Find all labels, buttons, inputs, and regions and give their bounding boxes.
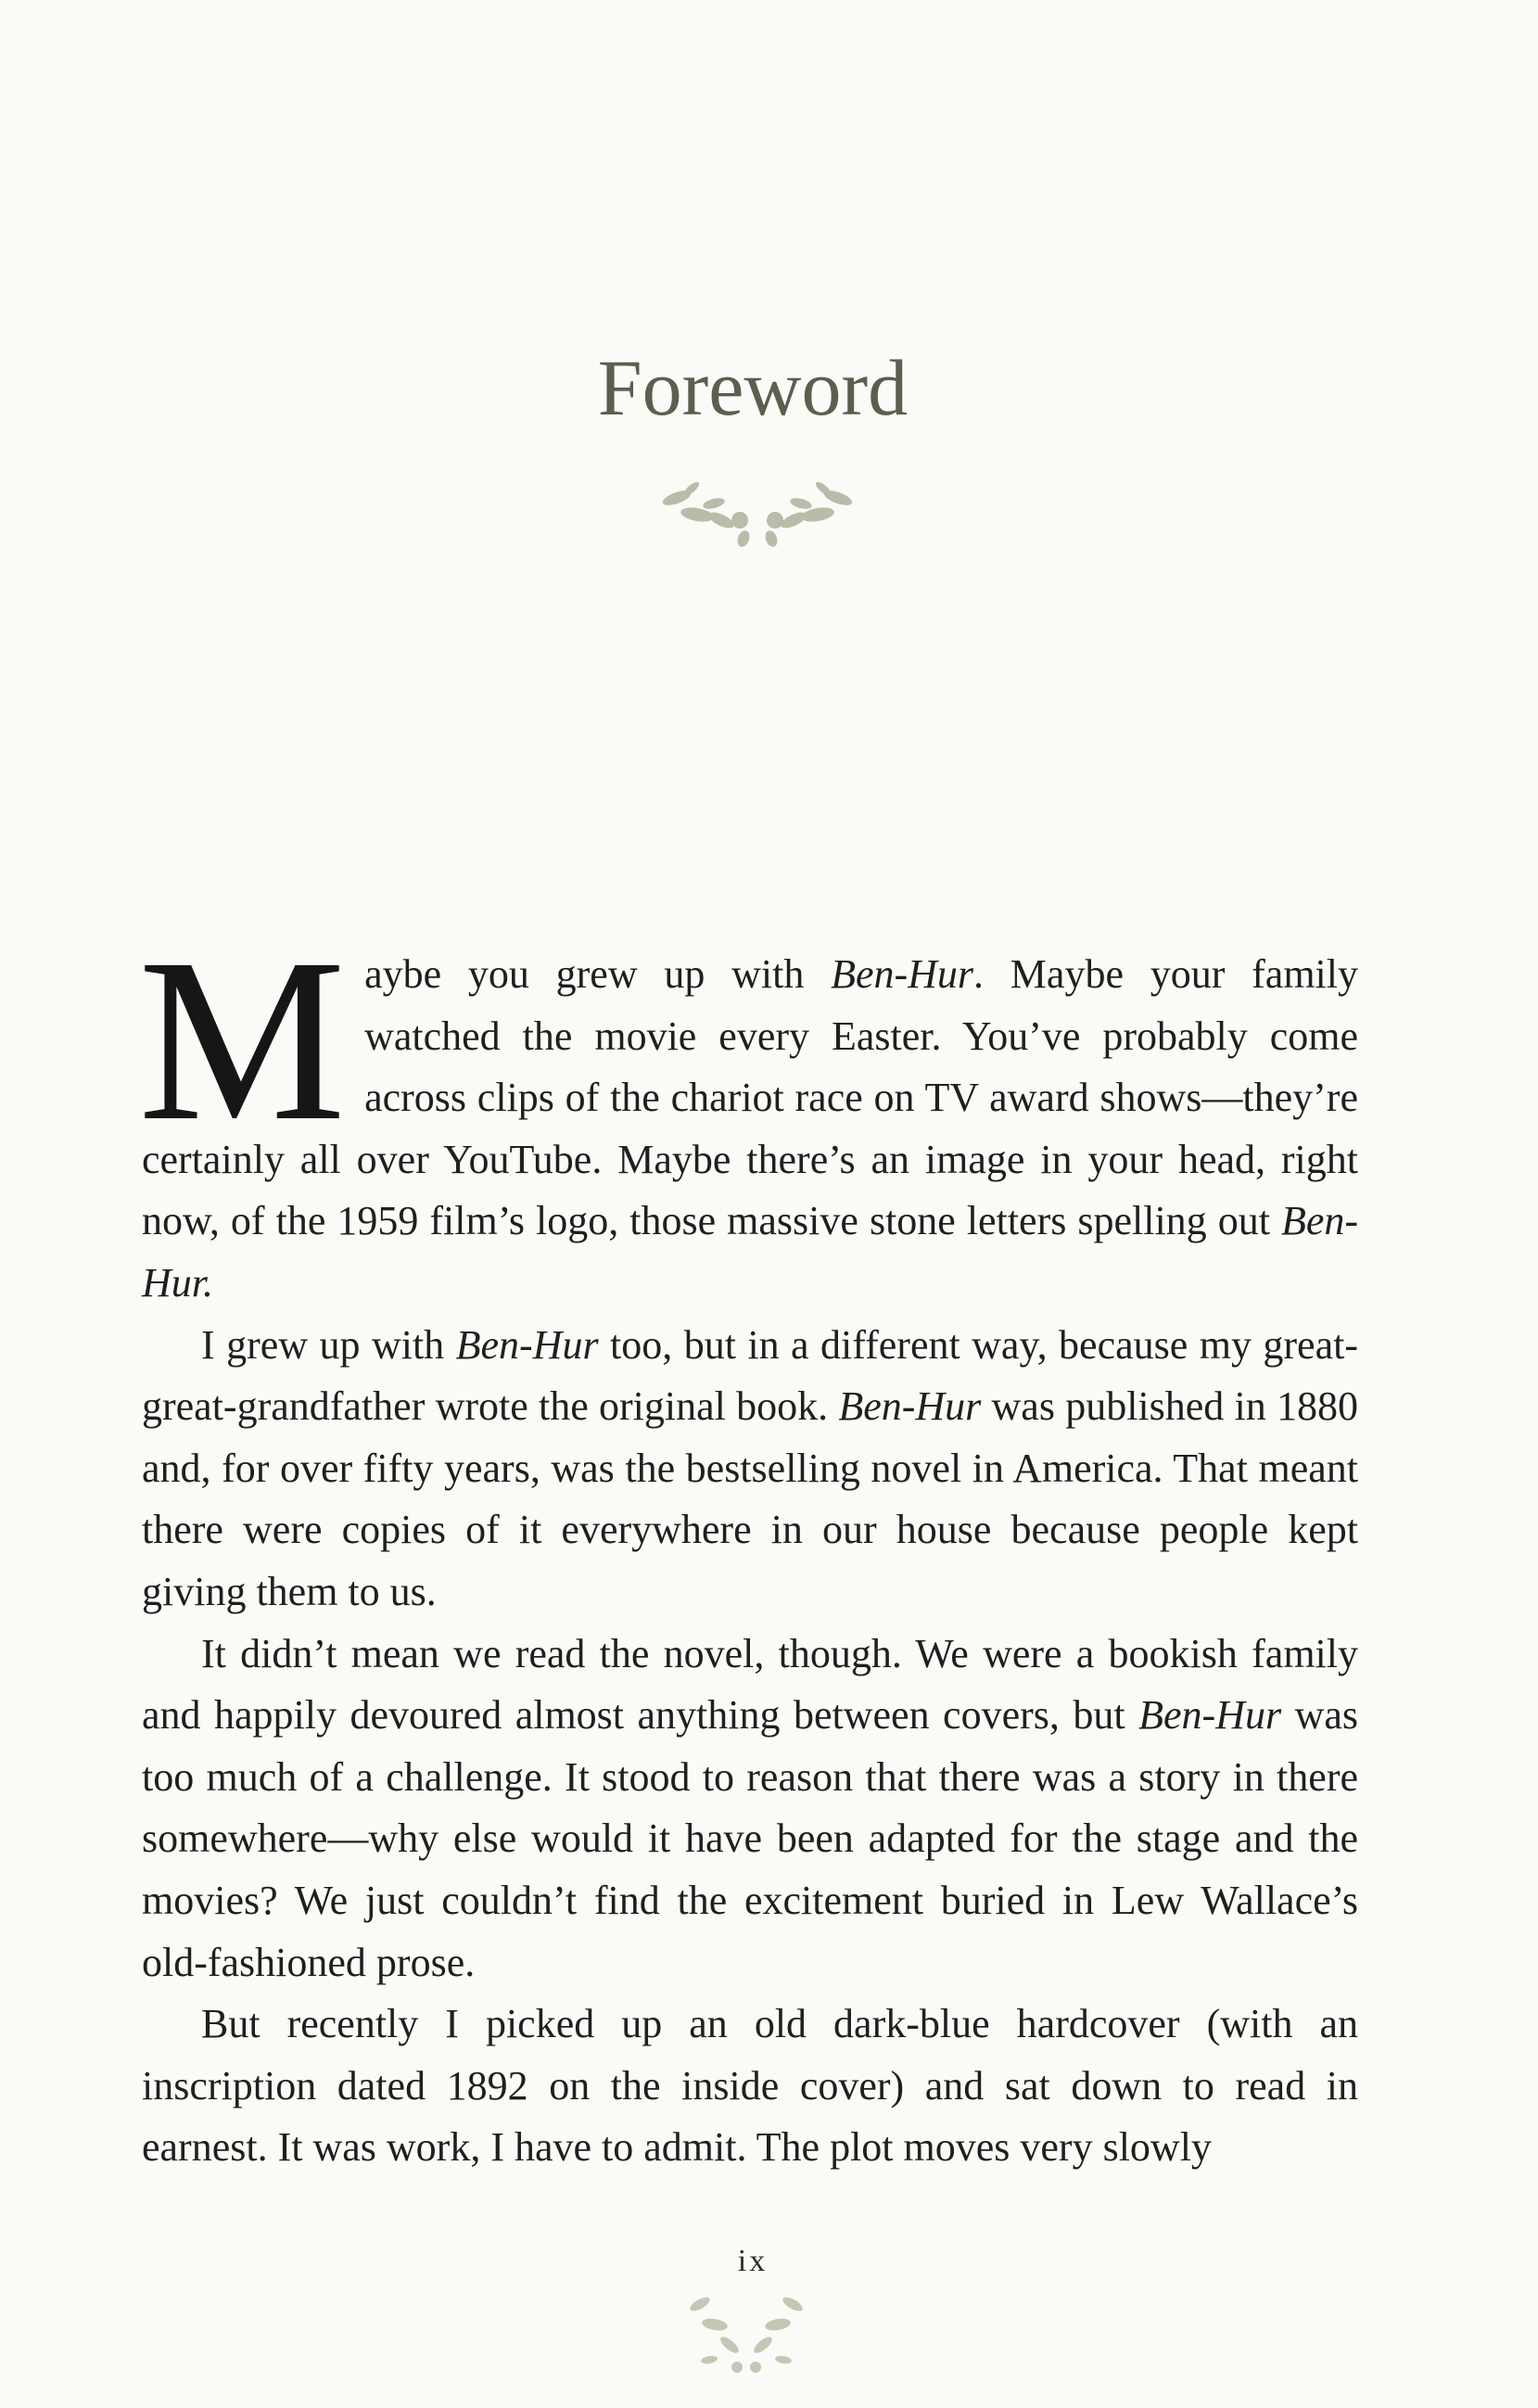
italic-title: Ben-Hur — [455, 1321, 599, 1368]
italic-title: Ben-Hur. — [142, 1198, 1358, 1306]
text-run: aybe you grew up with — [364, 951, 832, 997]
page-number: ix — [737, 2244, 769, 2278]
text-run: was published in 1880 and, for over fifty years, was the bestselling novel in America. That meant there were copies of it everywhere in our house because people kept giving them to us. — [142, 1383, 1358, 1614]
page-title: Foreword — [597, 343, 909, 432]
paragraph — [142, 1315, 1358, 1624]
italic-title: Ben-Hur — [1138, 1692, 1282, 1739]
paragraph — [142, 1994, 1358, 2179]
text-run: But recently I picked up an old dark-blue hardcover (with an inscription dated 1892 on the inside cover) and sat down to read in earnest. It was work, I have to admit. The plot moves very slowly — [142, 2001, 1358, 2171]
laurel-ornament-footer-icon — [681, 2267, 811, 2388]
paragraph — [138, 910, 1358, 1315]
text-run: I grew up with — [201, 1321, 456, 1368]
text-run: . Maybe your family watched the movie every Easter. You’ve probably come across clips of the chariot race on TV award shows—they’re certainly all over YouTube. Maybe there’s an image in your head, right now, of the 1959 film’s logo, those massive stone letters spelling out — [142, 951, 1358, 1244]
italic-title: Ben-Hur — [838, 1383, 982, 1430]
text-run: It didn’t mean we read the novel, though. We were a bookish family and happily devoured almost anything between covers, but — [142, 1630, 1358, 1739]
drop-cap: M — [138, 910, 347, 1169]
text-run: too, but in a different way, because my great-great-grandfather wrote the original book. — [142, 1321, 1358, 1430]
laurel-ornament-icon — [651, 468, 864, 561]
text-run: was too much of a challenge. It stood to reason that there was a story in there somewhere—why else would it have been adapted for the stage and the movies? We just couldn’t find the excitement buried in Lew Wallace’s old-fashioned prose. — [142, 1692, 1358, 1985]
foreword-body — [138, 910, 1358, 2179]
italic-title: Ben-Hur — [831, 951, 974, 997]
paragraph — [142, 1624, 1358, 1994]
